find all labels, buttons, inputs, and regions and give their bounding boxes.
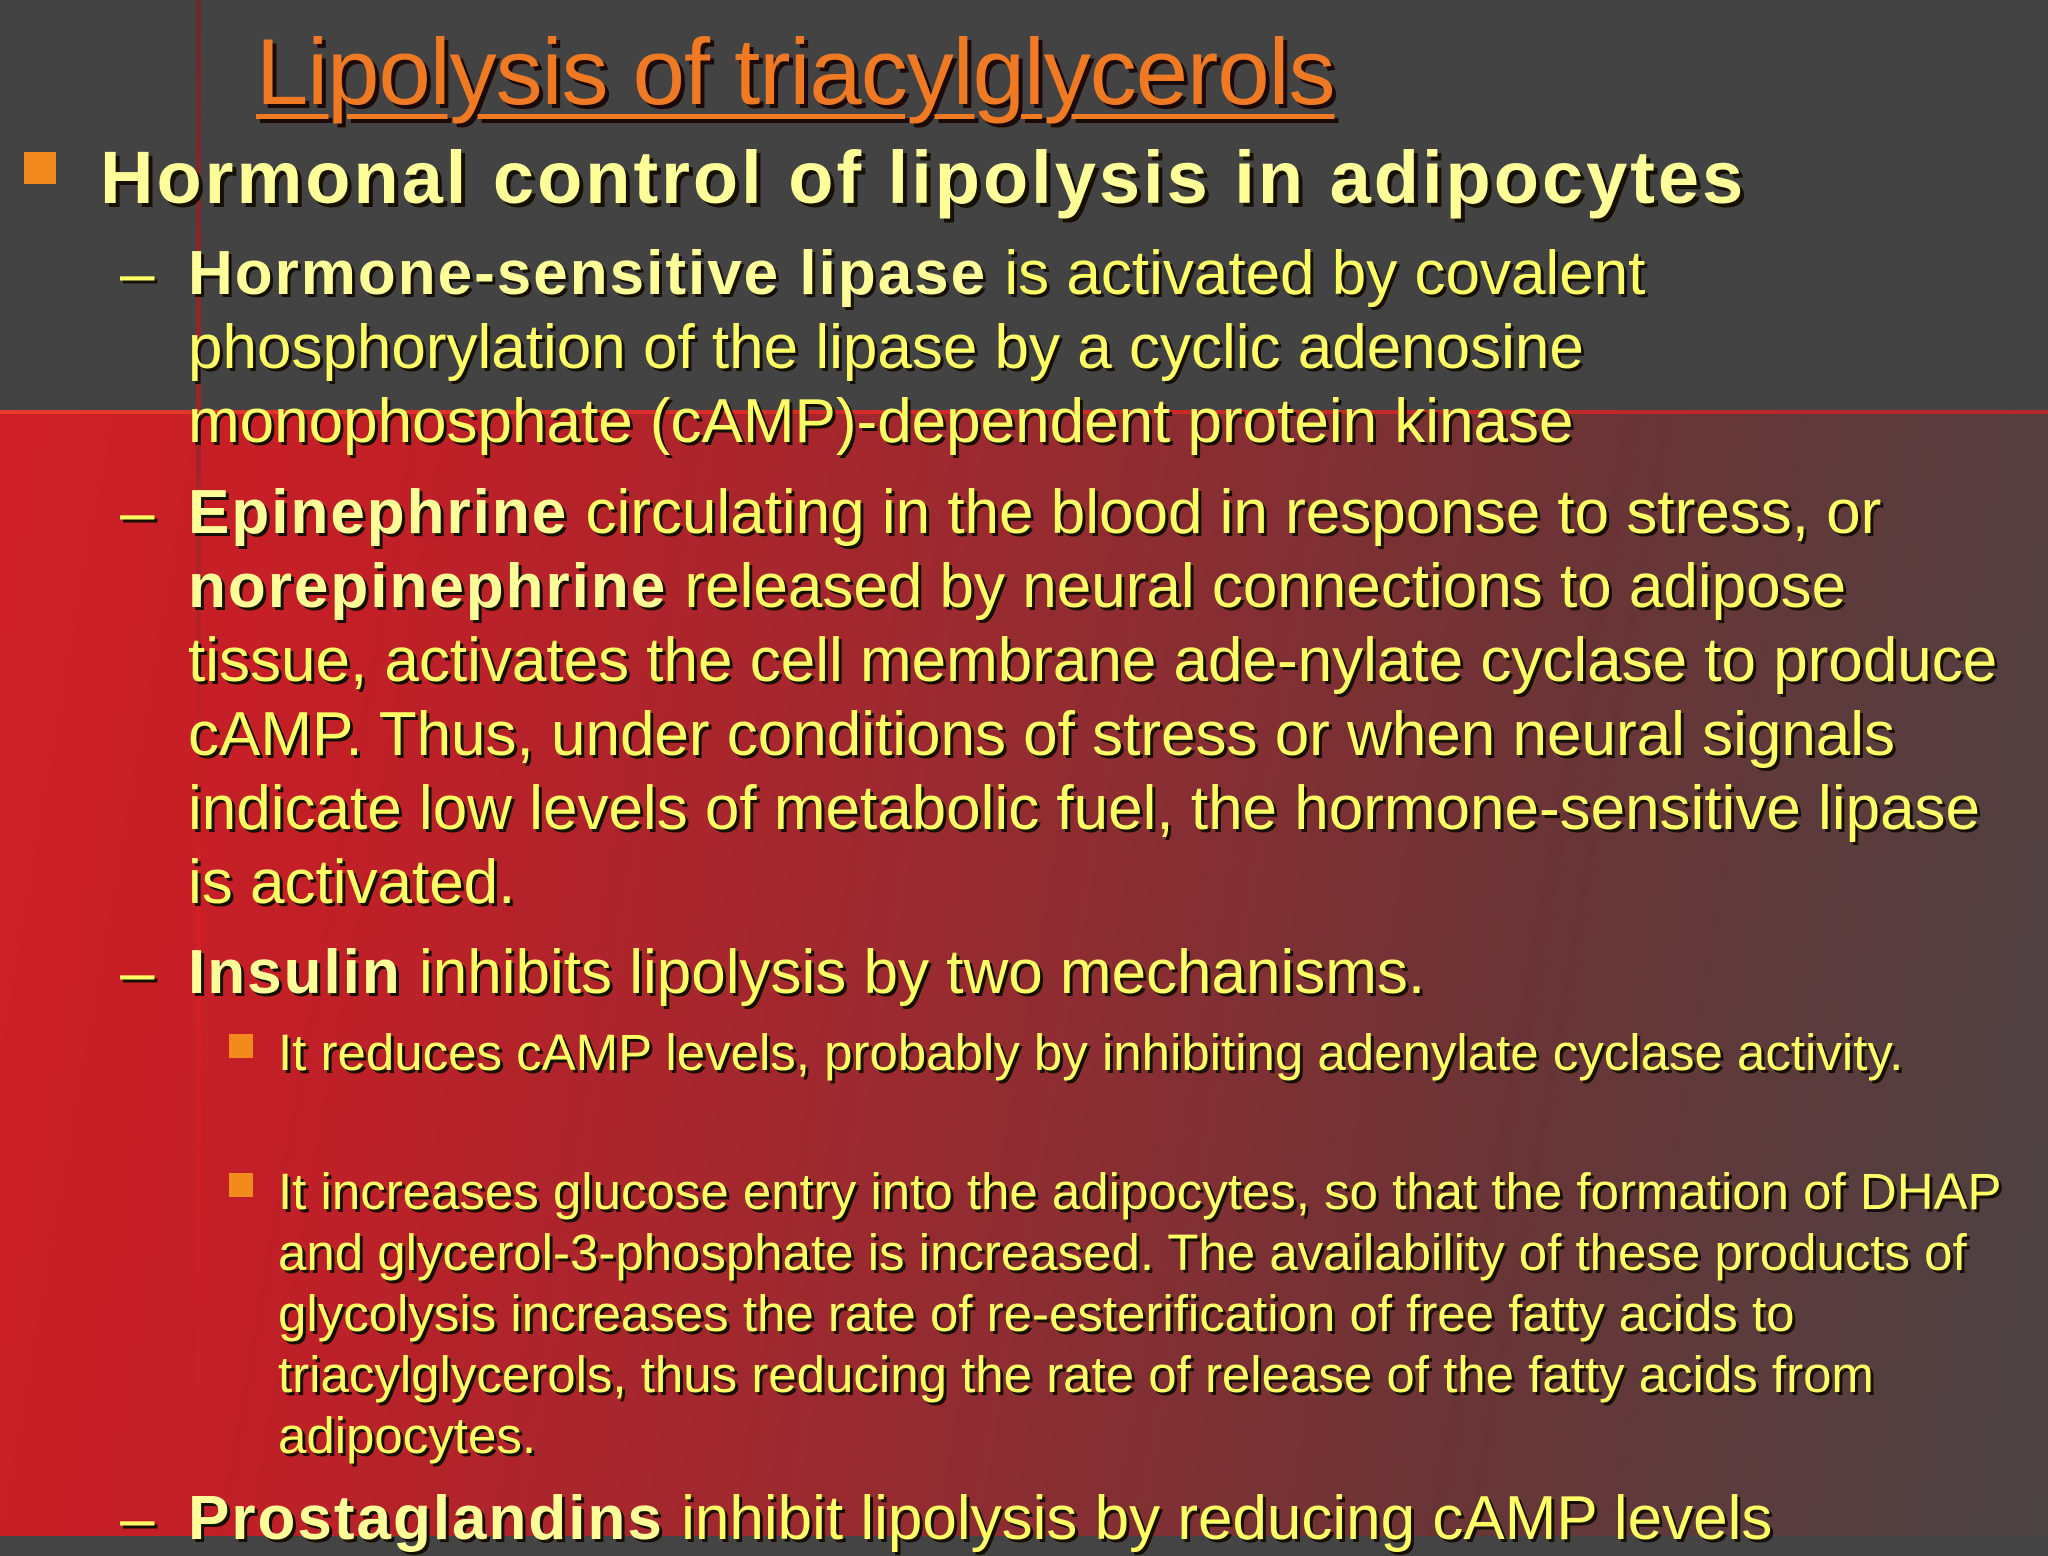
list-item [188, 476, 2028, 920]
sub-list-item: It increases glucose entry into the adipocytes, so that the formation of DHAP and glycerol-3-phosphate is increased. The availability of these products of glycolysis increases the rate of re-esterification of free fatty acids to triacylglycerols, thus reducing the rate of release of the fatty acids from adipocytes. [278, 1163, 2001, 1464]
dash-bullet-icon: – [120, 938, 155, 1007]
item-text: is activated by covalent phosphorylation of the lipase by a cyclic adenosine monophosphate (cAMP)-dependent protein kinase [188, 239, 1646, 456]
term: Hormone-sensitive lipase [188, 239, 988, 308]
list-item [188, 936, 2028, 1010]
dash-bullet-icon: – [120, 1484, 155, 1553]
sub-bullet-square-icon [229, 1034, 253, 1058]
dash-bullet-icon: – [120, 239, 155, 308]
list-item [188, 1482, 2028, 1556]
item-text: inhibit lipolysis by reducing cAMP levels [663, 1484, 1773, 1553]
term: Prostaglandins [188, 1484, 664, 1553]
main-bullet: Hormonal control of lipolysis in adipocytes [100, 136, 1747, 219]
item-text: circulating in the blood in response to stress, or [568, 478, 1882, 547]
list-item [188, 237, 2028, 459]
item-text: inhibits lipolysis by two mechanisms. [401, 938, 1426, 1007]
item-text: released by neural connections to adipose tissue, activates the cell membrane ade-nylate cyclase to produce cAMP. Thus, under conditions of stress or when neural signals indicate low levels of metabolic fuel, the hormone-sensitive lipase is activated. [188, 552, 1998, 917]
term: norepinephrine [188, 552, 668, 621]
bullet-square-icon [24, 152, 56, 184]
term: Epinephrine [188, 478, 569, 547]
sub-list-item: It reduces cAMP levels, probably by inhibiting adenylate cyclase activity. [278, 1024, 1904, 1081]
slide-title: Lipolysis of triacylglycerols [256, 19, 1335, 124]
dash-bullet-icon: – [120, 478, 155, 547]
sub-bullet-square-icon [229, 1173, 253, 1197]
term: Insulin [188, 938, 402, 1007]
